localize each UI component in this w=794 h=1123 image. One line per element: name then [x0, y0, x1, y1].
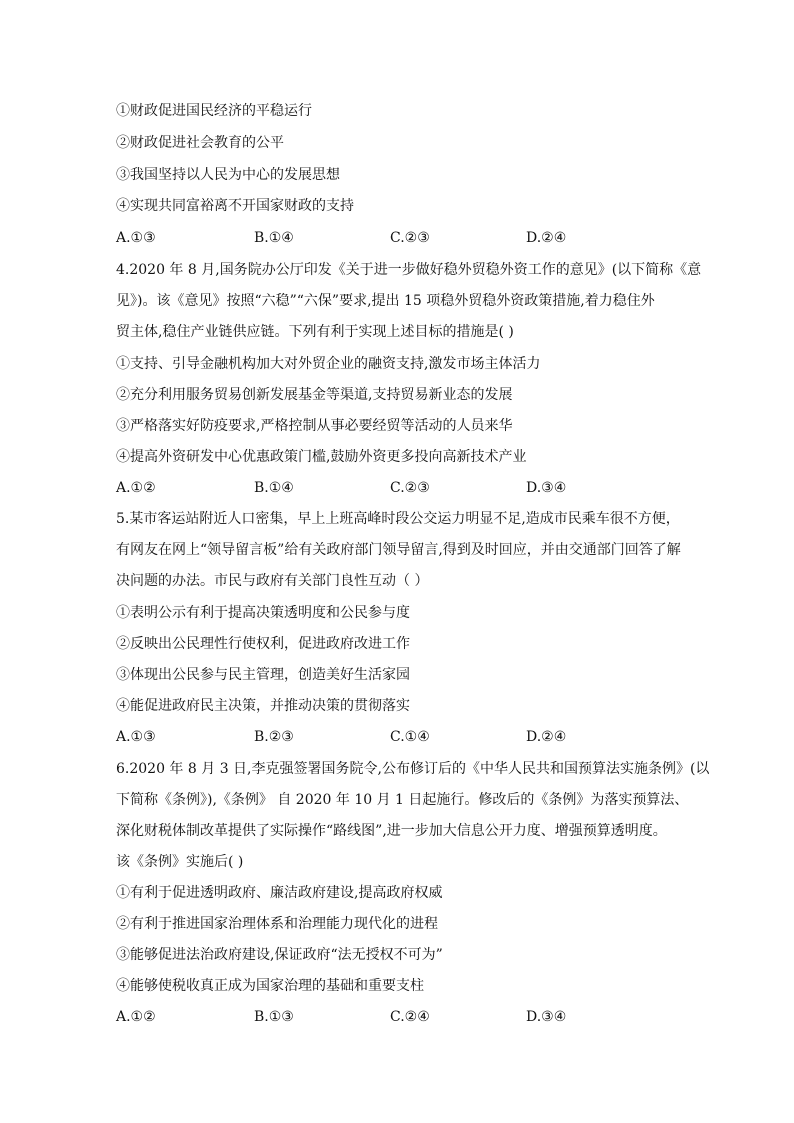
q6-stem-line-2: 下简称《条例》),《条例》 自 2020 年 10 月 1 日起施行。修改后的《条例》为落实预算法、: [116, 792, 689, 808]
q6-stem-line-1: 6.2020 年 8 月 3 日,李克强签署国务院令,公布修订后的《中华人民共和国预算法实施条例》(以: [116, 761, 710, 777]
q4-stem-line-2: 见》)。该《意见》按照“六稳”“六保”要求,提出 15 项稳外贸稳外资政策措施,着力稳住外: [116, 293, 655, 309]
q6-item-4: ④能够使税收真正成为国家治理的基础和重要支柱: [116, 978, 424, 994]
q3-options: [116, 228, 716, 248]
q6-options: [116, 1007, 716, 1027]
q4-stem-line-3: 贸主体,稳住产业链供应链。下列有利于实现上述目标的措施是( ): [116, 324, 514, 340]
q5-options: [116, 727, 716, 747]
q5-item-1: ①表明公示有利于提高决策透明度和公民参与度: [116, 605, 410, 621]
q4-option-d: D.③④: [526, 480, 567, 496]
q4-option-a: A.①②: [116, 480, 156, 496]
q5-stem-line-2: 有网友在网上“领导留言板”给有关政府部门领导留言,得到及时回应，并由交通部门回答了解: [116, 542, 681, 558]
q3-item-3: ③我国坚持以人民为中心的发展思想: [116, 167, 340, 183]
q6-stem-line-4: 该《条例》实施后( ): [116, 854, 244, 870]
q3-item-4: ④实现共同富裕离不开国家财政的支持: [116, 198, 354, 214]
q4-option-c: C.②③: [390, 480, 430, 496]
q4-item-2: ②充分利用服务贸易创新发展基金等渠道,支持贸易新业态的发展: [116, 387, 513, 403]
q6-option-a: A.①②: [116, 1009, 156, 1025]
q5-option-a: A.①③: [116, 729, 156, 745]
q4-stem-line-1: 4.2020 年 8 月,国务院办公厅印发《关于进一步做好稳外贸稳外资工作的意见》(以下简称《意: [116, 262, 702, 278]
q5-stem-line-3: 决问题的办法。市民与政府有关部门良性互动（ ）: [116, 573, 429, 589]
q6-stem-line-3: 深化财税体制改革提供了实际操作“路线图”,进一步加大信息公开力度、增强预算透明度。: [116, 823, 667, 839]
q3-option-b: B.①④: [254, 230, 294, 246]
q5-option-b: B.②③: [254, 729, 294, 745]
q4-item-3: ③严格落实好防疫要求,严格控制从事必要经贸等活动的人员来华: [116, 418, 513, 434]
q4-item-1: ①支持、引导金融机构加大对外贸企业的融资支持,激发市场主体活力: [116, 356, 541, 372]
q6-item-2: ②有利于推进国家治理体系和治理能力现代化的进程: [116, 916, 438, 932]
q5-item-2: ②反映出公民理性行使权利，促进政府改进工作: [116, 636, 410, 652]
q3-item-1: ①财政促进国民经济的平稳运行: [116, 103, 312, 119]
q6-item-3: ③能够促进法治政府建设,保证政府“法无授权不可为”: [116, 947, 443, 963]
q4-item-4: ④提高外资研发中心优惠政策门槛,鼓励外资更多投向高新技术产业: [116, 449, 527, 465]
q3-option-a: A.①③: [116, 230, 156, 246]
q6-item-1: ①有利于促进透明政府、廉洁政府建设,提高政府权威: [116, 885, 443, 901]
q4-options: [116, 478, 716, 498]
q6-option-d: D.③④: [526, 1009, 567, 1025]
q5-item-3: ③体现出公民参与民主管理，创造美好生活家园: [116, 667, 410, 683]
q6-option-c: C.②④: [390, 1009, 430, 1025]
q6-option-b: B.①③: [254, 1009, 294, 1025]
q5-option-d: D.②④: [526, 729, 567, 745]
q5-option-c: C.①④: [390, 729, 430, 745]
q3-option-c: C.②③: [390, 230, 430, 246]
q3-item-2: ②财政促进社会教育的公平: [116, 135, 284, 151]
q3-option-d: D.②④: [526, 230, 567, 246]
q5-item-4: ④能促进政府民主决策，并推动决策的贯彻落实: [116, 698, 410, 714]
q4-option-b: B.①④: [254, 480, 294, 496]
q5-stem-line-1: 5.某市客运站附近人口密集，早上上班高峰时段公交运力明显不足,造成市民乘车很不方便，: [116, 511, 680, 527]
